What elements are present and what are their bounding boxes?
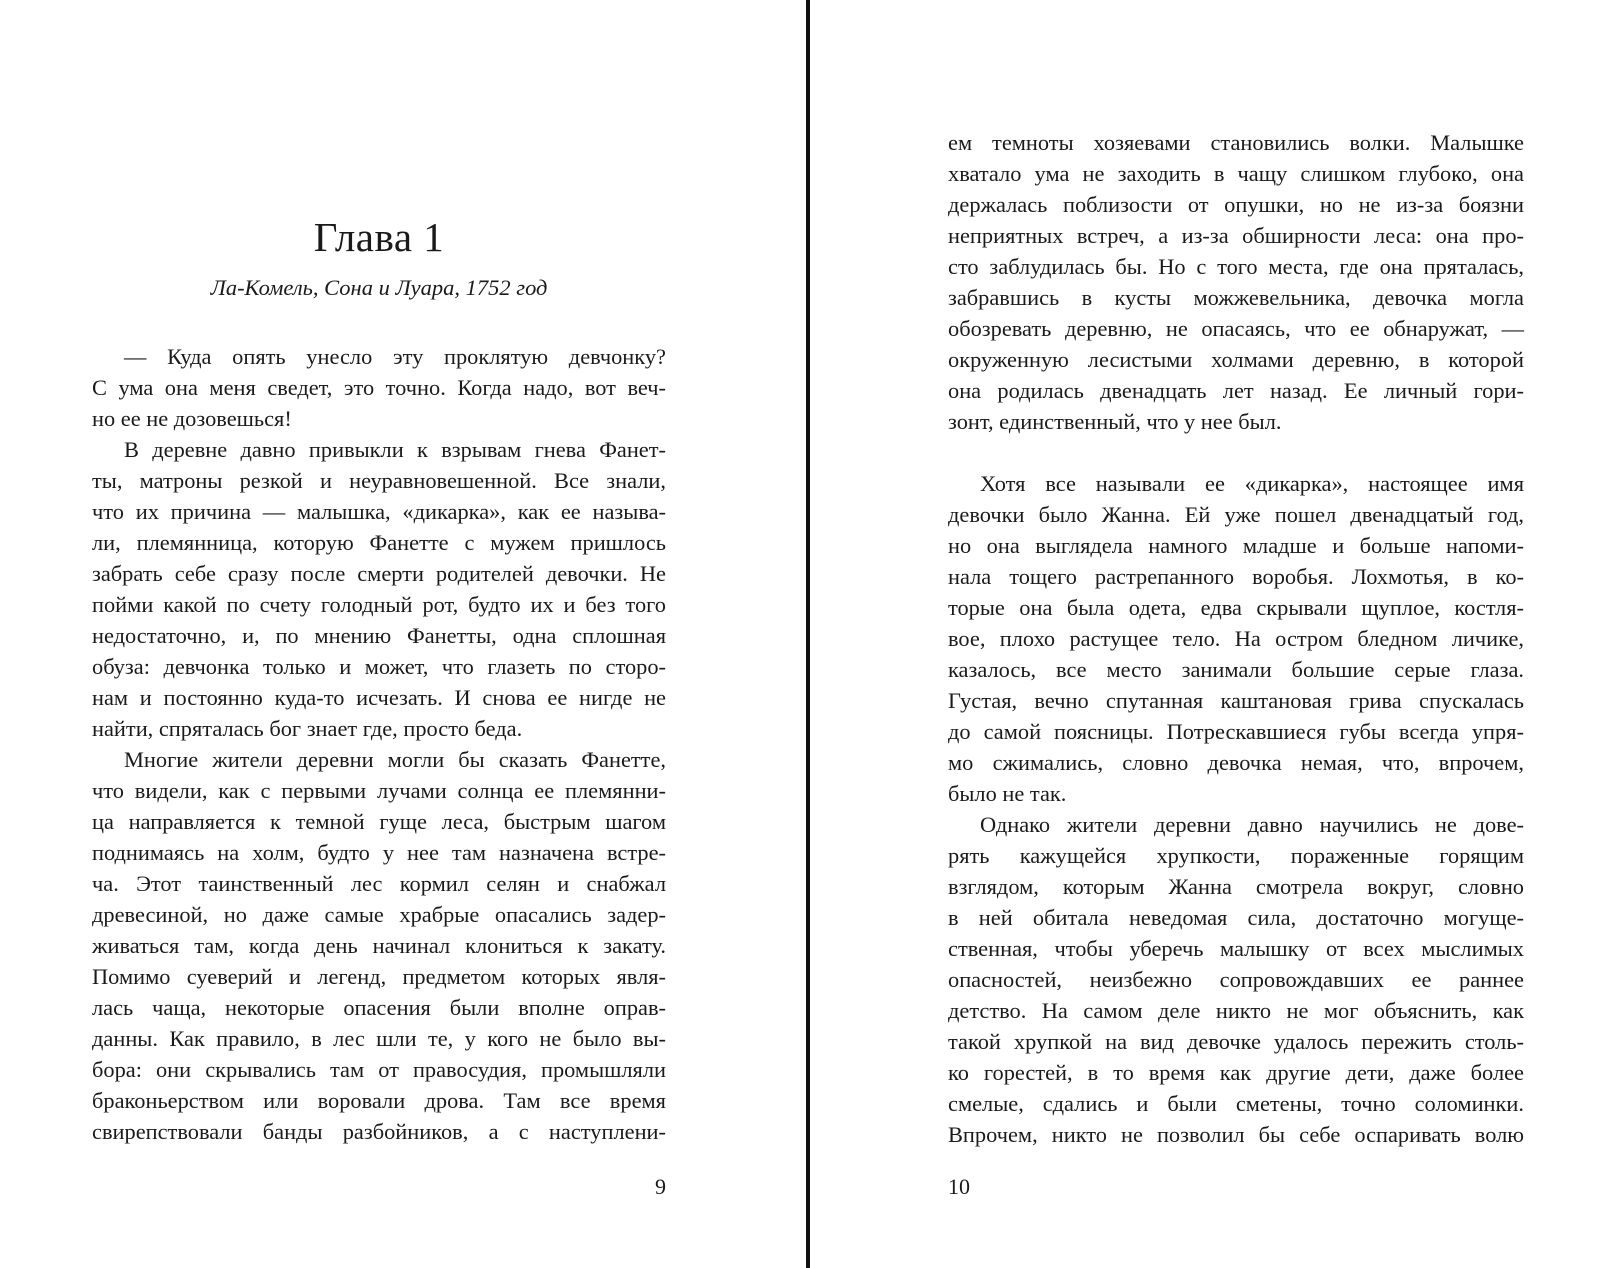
paragraph xyxy=(92,341,666,434)
text-line: рять кажущейся хрупкости, пораженные горящим xyxy=(948,843,1524,868)
paragraph xyxy=(948,468,1524,809)
text-line: но она выглядела намного младше и больше напоми- xyxy=(948,533,1524,558)
text-line: до самой поясницы. Потрескавшиеся губы всегда упря- xyxy=(948,719,1524,744)
text-line: в ней обитала неведомая сила, достаточно могуще- xyxy=(948,905,1524,930)
text-line: поднимаясь на холм, будто у нее там назначена встре- xyxy=(92,840,666,865)
text-line: В деревне давно привыкли к взрывам гнева Фанет- xyxy=(124,437,666,462)
text-line: недостаточно, и, по мнению Фанетты, одна сплошная xyxy=(92,623,666,648)
page-number-right: 10 xyxy=(948,1174,970,1199)
chapter-title: Глава 1 xyxy=(313,214,445,260)
text-line: бора: они скрывались там от правосудия, промышляли xyxy=(92,1057,666,1082)
text-line: неприятных встреч, а из-за обширности леса: она про- xyxy=(948,223,1524,248)
paragraph xyxy=(948,809,1524,1150)
text-line: свирепствовали банды разбойников, а с наступлени- xyxy=(92,1119,666,1144)
text-line: она родилась двенадцать лет назад. Ее личный гори- xyxy=(948,378,1524,403)
text-line: опасностей, неизбежно сопровождавших ее раннее xyxy=(948,967,1524,992)
text-line: мо сжимались, словно девочка немая, что, впрочем, xyxy=(948,750,1524,775)
text-line: ли, племянница, которую Фанетте с мужем пришлось xyxy=(92,530,666,555)
right-page-body-bottom xyxy=(948,468,1524,1150)
text-line: Густая, вечно спутанная каштановая грива спускалась xyxy=(948,688,1524,713)
left-page-body xyxy=(92,341,666,1147)
text-line: взглядом, которым Жанна смотрела вокруг, словно xyxy=(948,874,1524,899)
text-line: ко горестей, в то время как другие дети, даже более xyxy=(948,1060,1524,1085)
text-line: забравшись в кусты можжевельника, девочка могла xyxy=(948,285,1524,310)
text-line: что их причина — малышка, «дикарка», как ее называ- xyxy=(92,499,666,524)
right-page-body-top xyxy=(948,127,1524,437)
text-line: обозревать деревню, не опасаясь, что ее обнаружат, — xyxy=(948,316,1524,341)
text-line: пойми какой по счету голодный рот, будто их и без того xyxy=(92,592,666,617)
text-line: окруженную лесистыми холмами деревню, в которой xyxy=(948,347,1524,372)
text-line: найти, спряталась бог знает где, просто беда. xyxy=(92,716,523,741)
chapter-subtitle: Ла-Комель, Сона и Луара, 1752 год xyxy=(210,275,548,300)
paragraph xyxy=(92,744,666,1147)
text-line: сто заблудилась бы. Но с того места, где она пряталась, xyxy=(948,254,1524,279)
text-line: смелые, сдались и были сметены, точно соломинки. xyxy=(948,1091,1524,1116)
text-line: казалось, все место занимали большие серые глаза. xyxy=(948,657,1524,682)
text-line: Однако жители деревни давно научились не дове- xyxy=(980,812,1524,837)
text-line: нам и постоянно куда-то исчезать. И снова ее нигде не xyxy=(92,685,666,710)
text-line: хватало ума не заходить в чащу слишком глубоко, она xyxy=(948,161,1524,186)
text-line: браконьерством или воровали дрова. Там все время xyxy=(92,1088,666,1113)
text-line: Многие жители деревни могли бы сказать Фанетте, xyxy=(124,747,666,772)
text-line: обуза: девчонка только и может, что глазеть по сторо- xyxy=(92,654,666,679)
text-line: ственная, чтобы уберечь малышку от всех мыслимых xyxy=(948,936,1524,961)
text-line: лась чаща, некоторые опасения были вполне оправ- xyxy=(92,995,666,1020)
text-line: Хотя все называли ее «дикарка», настоящее имя xyxy=(980,471,1524,496)
text-line: Впрочем, никто не позволил бы себе оспаривать волю xyxy=(948,1122,1524,1147)
text-line: ца направляется к темной гуще леса, быстрым шагом xyxy=(92,809,666,834)
book-gutter xyxy=(806,0,810,1268)
text-line: вое, плохо растущее тело. На остром бледном личике, xyxy=(948,626,1524,651)
text-line: живаться там, когда день начинал клониться к закату. xyxy=(92,933,666,958)
page-number-left: 9 xyxy=(655,1174,666,1199)
text-line: но ее не дозовешься! xyxy=(92,406,292,431)
text-line: древесиной, но даже самые храбрые опасались задер- xyxy=(92,902,666,927)
text-line: девочки было Жанна. Ей уже пошел двенадцатый год, xyxy=(948,502,1524,527)
text-line: С ума она меня сведет, это точно. Когда надо, вот веч- xyxy=(92,375,666,400)
text-line: ем темноты хозяевами становились волки. Малышке xyxy=(948,130,1524,155)
text-line: держалась поблизости от опушки, но не из-за боязни xyxy=(948,192,1524,217)
text-line: — Куда опять унесло эту проклятую девчонку? xyxy=(124,344,666,369)
paragraph xyxy=(92,434,666,744)
text-line: ча. Этот таинственный лес кормил селян и снабжал xyxy=(92,871,666,896)
text-line: нала тощего растрепанного воробья. Лохмотья, в ко- xyxy=(948,564,1524,589)
text-line: что видели, как с первыми лучами солнца ее племянни- xyxy=(92,778,666,803)
paragraph xyxy=(948,127,1524,437)
text-line: данны. Как правило, в лес шли те, у кого не было вы- xyxy=(92,1026,666,1051)
left-page xyxy=(92,0,666,1268)
text-line: такой хрупкой на вид девочке удалось пережить столь- xyxy=(948,1029,1524,1054)
text-line: детство. На самом деле никто не мог объяснить, как xyxy=(948,998,1524,1023)
text-line: ты, матроны резкой и неуравновешенной. Все знали, xyxy=(92,468,666,493)
text-line: было не так. xyxy=(948,781,1067,806)
text-line: забрать себе сразу после смерти родителей девочки. Не xyxy=(92,561,666,586)
text-line: торые она была одета, едва скрывали щуплое, костля- xyxy=(948,595,1524,620)
text-line: Помимо суеверий и легенд, предметом которых явля- xyxy=(92,964,666,989)
right-page xyxy=(948,0,1524,1268)
text-line: зонт, единственный, что у нее был. xyxy=(948,409,1282,434)
